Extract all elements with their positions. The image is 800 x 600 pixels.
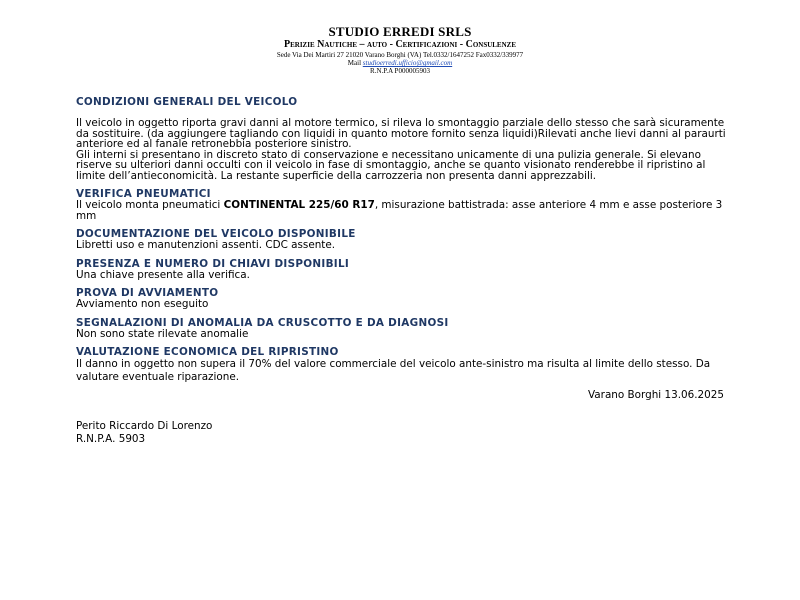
mail-label: Mail xyxy=(347,59,362,67)
company-rnpa: R.N.P.A P000005903 xyxy=(370,67,430,75)
mail-link[interactable]: studioerredi.ufficio@gmail.com xyxy=(362,59,453,67)
letterhead xyxy=(0,24,800,75)
section-title-segnalazioni: SEGNALAZIONI DI ANOMALIA DA CRUSCOTTO E DA DIAGNOSI xyxy=(76,316,449,329)
report-body xyxy=(76,97,726,383)
pneumatici-text-before: Il veicolo monta pneumatici xyxy=(76,199,224,211)
avviamento-text: Avviamento non eseguito xyxy=(76,298,209,310)
section-title-valutazione: VALUTAZIONE ECONOMICA DEL RIPRISTINO xyxy=(76,346,339,358)
documentazione-text: Libretti uso e manutenzioni assenti. CDC assente. xyxy=(76,239,336,251)
company-name: STUDIO ERREDI SRLS xyxy=(328,24,472,39)
section-title-chiavi: PRESENZA E NUMERO DI CHIAVI DISPONIBILI xyxy=(76,257,350,270)
signature-block xyxy=(76,420,212,445)
signature-name: Perito Riccardo Di Lorenzo xyxy=(76,420,213,432)
pneumatici-text-after: , misurazione battistrada: asse anteriore 4 mm e asse posteriore 3 mm xyxy=(76,199,723,222)
condizioni-paragraph-2: Gli interni si presentano in discreto stato di conservazione e necessitano unicamente di una pulizia generale. Si elevano riserve su ulteriori danni occulti con il veicolo in fase di smontaggio, anche se quanto visionato renderebbe il ripristino al limite dell’antieconomicità. La restante superficie della carrozzeria non presenta danni apprezzabili. xyxy=(76,148,706,182)
section-title-avviamento: PROVA DI AVVIAMENTO xyxy=(76,287,219,299)
tyre-brand: CONTINENTAL 225/60 R17 xyxy=(223,199,375,211)
valutazione-text: Il danno in oggetto non supera il 70% del valore commerciale del veicolo ante-sinistro ma risulta al limite dello stesso. Da valutare eventuale riparazione. xyxy=(76,358,711,383)
section-title-condizioni: CONDIZIONI GENERALI DEL VEICOLO xyxy=(76,96,298,108)
company-services: Perizie Nautiche – auto - Certificazioni - Consulenze xyxy=(284,39,516,50)
segnalazioni-text: Non sono state rilevate anomalie xyxy=(76,327,249,340)
section-title-documentazione: DOCUMENTAZIONE DEL VEICOLO DISPONIBILE xyxy=(76,228,356,240)
section-title-pneumatici: VERIFICA PNEUMATICI xyxy=(76,188,211,200)
pneumatici-paragraph xyxy=(76,200,726,221)
company-mail-line xyxy=(0,59,800,67)
chiavi-text: Una chiave presente alla verifica. xyxy=(76,268,250,281)
company-address: Sede Via Dei Martiri 27 21020 Varano Borghi (VA) Tel.0332/1647252 Fax0332/339977 xyxy=(276,51,524,59)
signature-rnpa: R.N.P.A. 5903 xyxy=(76,432,146,445)
condizioni-paragraph-1: Il veicolo in oggetto riporta gravi danni al motore termico, si rileva lo smontaggio parziale dello stesso che sarà sicuramente da sostituire. (da aggiungere tagliando con liquidi in quanto motore fornito senza liquidi)Rilevati anche lievi danni al paraurti anteriore ed al fanale retronebbia posteriore sinistro. xyxy=(76,117,726,150)
place-date: Varano Borghi 13.06.2025 xyxy=(588,389,724,401)
